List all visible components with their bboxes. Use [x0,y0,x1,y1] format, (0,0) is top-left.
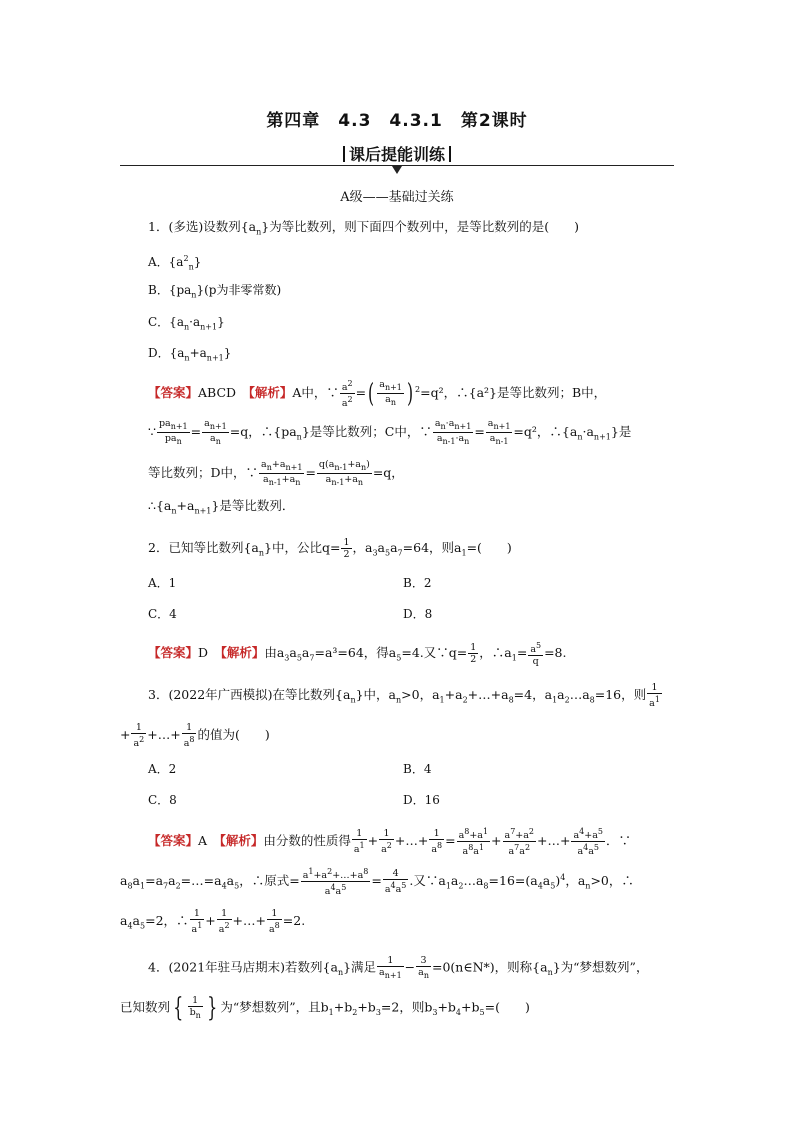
q1-option-c: C．$\{a_n\cdot a_{n+1}\}$ [148,315,225,332]
q2-option-a: A．1 [148,576,177,590]
q3-analysis-line-2: $a_8a_1=a_7a_2=\dots=a_4a_5$，∴原式= $\frac{a^1+a^2+\dots+a^8}{a^4a^5}$ = $\frac{4}{a^4a^5}$ .又$\because a_1a_2\dots a_8=16=(a_4a_5)^4$，$a_n>0$，∴ [120,867,634,898]
q1-analysis-line-1: 【答案】ABCD 【解析】A中，∵ $\frac{a^2}{a^2}$ =( $\frac{a_{n+1}}{a_n}$ ) $^2$=q²，∴{a²}是等比数列；B中， [148,378,607,410]
q3-analysis-line-3: $a_4a_5=2$，∴ $\frac{1}{a^1}$ + $\frac{1}{a^2}$ +…+ $\frac{1}{a^8}$ =2. [120,908,306,936]
q1-option-d: D．$\{a_n+a_{n+1}\}$ [148,346,232,363]
q1-analysis-line-4: $\therefore\{a_n+a_{n+1}\}$是等比数列． [148,498,295,516]
q3-option-c: C．8 [148,793,177,807]
q4-stem-line-1: 4．(2021年驻马店期末)若数列$\{a_n\}$满足 $\frac{1}{a_{n+1}}$ − $\frac{3}{a_n}$ =0(n∈N*)，则称$\{a_n\}$为“梦想数列”， [148,955,649,980]
q3-option-d: D．16 [403,793,440,807]
section-banner [0,142,794,165]
q2-stem: 2．已知等比数列$\{a_n\}$中，公比q= $\frac{1}{2}$ ，$a_3a_5a_7=64$，则$a_1=$( ) [148,537,512,560]
q3-answer: A [198,833,208,849]
q4-stem-line-2: 已知数列 { $\frac{1}{b_n}$ } 为“梦想数列”，且$b_1+b_2+b_3=2$，则$b_3+b_4+b_5=$( ) [120,992,530,1023]
divider-arrow-icon [392,166,402,174]
q1-analysis-line-2: ∵ $\frac{pa_{n+1}}{pa_n}$ = $\frac{a_{n+1}}{a_n}$ =q，$\therefore\{pa_n\}$是等比数列；C中，∵ $\frac{a_n\cdot a_{n+1}}{a_{n-1}\cdot a_n}$ = $\frac{a_{n+1}}{a_{n-1}}$ =q²，$\therefore\{a_n\cdot a_{n+1}\}$是 [148,418,632,446]
q1-answer: ABCD [198,385,237,401]
q3-stem-line-1: 3．(2022年广西模拟)在等比数列$\{a_n\}$中，$a_n>0$，$a_1+a_2+\dots+a_8=4$，$a_1a_2\dots a_8=16$，则 $\frac{1}{a^1}$ [148,682,660,710]
q1-analysis-line-3: 等比数列；D中，∵ $\frac{a_n+a_{n+1}}{a_{n-1}+a_n}$ = $\frac{q(a_{n-1}+a_n)}{a_{n-1}+a_n}$ =q， [148,459,404,487]
q3-option-a: A．2 [148,762,177,776]
q2-analysis: 【答案】D 【解析】由$a_3a_5a_7=a^3=64$，得$a_5=4$.又∵q= $\frac{1}{2}$ ，$\therefore a_1=$ $\frac{a^5}{q}$ =8. [148,641,567,668]
q1-option-b: B．$\{pa_n\}(p$为非零常数) [148,283,282,300]
banner-bar-right [449,146,451,162]
q3-analysis-line-1: 【答案】A 【解析】由分数的性质得 $\frac{1}{a^1}$ + $\frac{1}{a^2}$ +…+ $\frac{1}{a^8}$ = $\frac{a^8+a^1}{a^8a^1}$ + $\frac{a^7+a^2}{a^7a^2}$ +…+ $\frac{a^4+a^5}{a^4a^5}$ ．∵ [148,827,631,858]
chapter-title: 第四章 4.3 4.3.1 第2课时 [266,111,528,131]
q2-answer: D [198,645,209,661]
q1-option-a: A．$\{a^2_n\}$ [148,254,202,272]
banner-text: 课后提能训练 [348,145,445,164]
q1-stem: 1．(多选)设数列$\{a_n\}$为等比数列，则下面四个数列中，是等比数列的是( ) [148,219,579,237]
q2-option-d: D．8 [403,607,433,621]
q2-option-b: B．2 [403,576,432,590]
q3-stem-line-2: + $\frac{1}{a^2}$ +…+ $\frac{1}{a^8}$ 的值为( ) [120,722,270,750]
q3-option-b: B．4 [403,762,432,776]
banner-bar-left [343,146,345,162]
level-heading: A级——基础过关练 [340,190,454,205]
q2-option-c: C．4 [148,607,177,621]
